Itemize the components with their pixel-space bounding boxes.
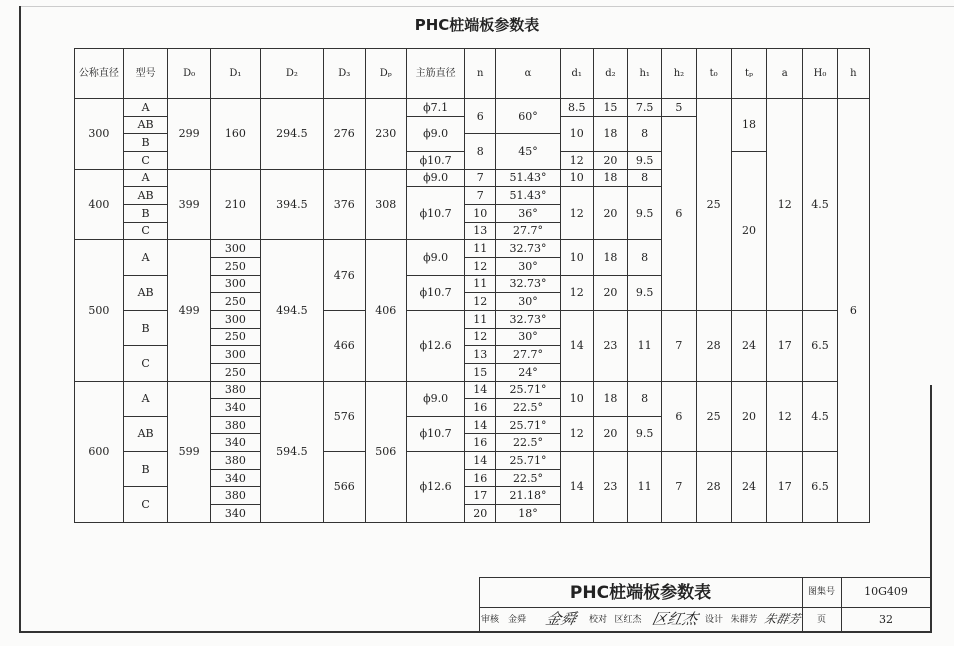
table-cell: 14 xyxy=(560,452,593,523)
table-cell: 12 xyxy=(560,187,593,240)
table-cell: 17 xyxy=(465,487,496,505)
table-cell: 12 xyxy=(560,275,593,310)
table-cell: 506 xyxy=(365,381,407,522)
table-cell: 294.5 xyxy=(260,99,323,170)
table-cell: 8 xyxy=(628,116,662,151)
tb-top-line xyxy=(479,577,931,578)
table-cell: ϕ10.7 xyxy=(407,416,465,451)
table-cell: 376 xyxy=(324,169,366,240)
table-cell: 14 xyxy=(465,381,496,399)
table-cell: 12 xyxy=(465,257,496,275)
table-cell: 300 xyxy=(75,99,124,170)
table-cell: 6.5 xyxy=(803,452,837,523)
table-cell: 30° xyxy=(496,257,560,275)
table-cell: 600 xyxy=(75,381,124,522)
table-cell: 394.5 xyxy=(260,169,323,240)
table-cell: 12 xyxy=(560,151,593,169)
table-cell: 28 xyxy=(696,452,731,523)
table-cell: 210 xyxy=(210,169,260,240)
table-cell: 340 xyxy=(210,434,260,452)
table-cell: 8 xyxy=(628,240,662,275)
table-cell: 32.73° xyxy=(496,275,560,293)
checker-name: 区红杰 xyxy=(614,615,642,625)
table-cell: AB xyxy=(123,187,168,205)
table-cell: 25.71° xyxy=(496,416,560,434)
table-cell: 7 xyxy=(662,310,696,381)
table-cell: 10 xyxy=(560,116,593,151)
table-cell: 25 xyxy=(696,381,731,452)
table-cell: 22.5° xyxy=(496,434,560,452)
header-cell: tₚ xyxy=(731,49,766,99)
table-cell: 18 xyxy=(593,381,627,416)
table-cell: 12 xyxy=(465,328,496,346)
table-cell: 27.7° xyxy=(496,346,560,364)
table-cell: 299 xyxy=(168,99,211,170)
table-cell: 250 xyxy=(210,363,260,381)
table-cell: 380 xyxy=(210,416,260,434)
table-cell: 24 xyxy=(731,452,766,523)
table-cell: 8 xyxy=(628,169,662,187)
table-cell: 9.5 xyxy=(628,416,662,451)
header-cell: d₁ xyxy=(560,49,593,99)
table-cell: 36° xyxy=(496,204,560,222)
table-cell: 21.18° xyxy=(496,487,560,505)
table-cell: 16 xyxy=(465,434,496,452)
table-cell: 308 xyxy=(365,169,407,240)
table-cell: 230 xyxy=(365,99,407,170)
table-cell: 6 xyxy=(662,116,696,310)
table-cell: 27.7° xyxy=(496,222,560,240)
table-cell: 18° xyxy=(496,505,560,523)
table-cell: 18 xyxy=(731,99,766,152)
title-block-name: PHC桩端板参数表 xyxy=(569,583,712,603)
header-cell: 型号 xyxy=(123,49,168,99)
header-cell: t₀ xyxy=(696,49,731,99)
table-cell: 6 xyxy=(465,99,496,134)
table-cell: 14 xyxy=(465,452,496,470)
table-cell: 300 xyxy=(210,346,260,364)
header-cell: 公称直径 xyxy=(75,49,124,99)
table-cell: 300 xyxy=(210,275,260,293)
table-cell: B xyxy=(123,134,168,152)
table-cell: 20 xyxy=(593,416,627,451)
table-cell: 12 xyxy=(465,293,496,311)
table-cell: 250 xyxy=(210,328,260,346)
header-cell: α xyxy=(496,49,560,99)
frame-top xyxy=(20,6,954,7)
header-cell: d₂ xyxy=(593,49,627,99)
table-cell: 566 xyxy=(324,452,366,523)
table-cell: 6 xyxy=(662,381,696,452)
table-cell: 576 xyxy=(324,381,366,452)
table-cell: C xyxy=(123,487,168,522)
table-cell: 380 xyxy=(210,487,260,505)
table-cell: 25 xyxy=(696,99,731,311)
table-cell: 23 xyxy=(593,310,627,381)
table-cell: ϕ12.6 xyxy=(407,452,465,523)
table-cell: 23 xyxy=(593,452,627,523)
table-cell: 340 xyxy=(210,469,260,487)
header-cell: a xyxy=(767,49,803,99)
table-cell: 28 xyxy=(696,310,731,381)
table-cell: 160 xyxy=(210,99,260,170)
table-cell: 12 xyxy=(767,99,803,311)
table-cell: 16 xyxy=(465,399,496,417)
page-title: PHC桩端板参数表 xyxy=(414,16,540,34)
table-cell: 250 xyxy=(210,257,260,275)
table-cell: 9.5 xyxy=(628,187,662,240)
table-cell: 499 xyxy=(168,240,211,381)
table-cell: 20 xyxy=(731,151,766,310)
table-cell: 599 xyxy=(168,381,211,522)
table-cell: B xyxy=(123,204,168,222)
table-cell: ϕ10.7 xyxy=(407,151,465,169)
table-cell: 20 xyxy=(465,505,496,523)
table-cell: 16 xyxy=(465,469,496,487)
table-cell: 22.5° xyxy=(496,399,560,417)
table-cell: 17 xyxy=(767,310,803,381)
table-cell: 300 xyxy=(210,310,260,328)
table-cell: AB xyxy=(123,116,168,134)
table-cell: 4.5 xyxy=(803,381,837,452)
table-cell: C xyxy=(123,346,168,381)
parameter-table xyxy=(74,48,870,523)
frame-left xyxy=(19,6,21,632)
table-cell: 476 xyxy=(324,240,366,311)
table-cell: 12 xyxy=(560,416,593,451)
header-cell: h xyxy=(837,49,869,99)
table-cell: ϕ7.1 xyxy=(407,99,465,117)
table-cell: 494.5 xyxy=(260,240,323,381)
table-cell: 4.5 xyxy=(803,99,837,311)
table-cell: 250 xyxy=(210,293,260,311)
check-label: 校对 xyxy=(588,615,607,625)
header-cell: h₂ xyxy=(662,49,696,99)
header-cell: D₀ xyxy=(168,49,211,99)
table-cell: 51.43° xyxy=(496,169,560,187)
reviewer-signature: 金舜 xyxy=(544,610,578,628)
header-cell: D₃ xyxy=(324,49,366,99)
table-cell: 12 xyxy=(767,381,803,452)
header-cell: D₂ xyxy=(260,49,323,99)
table-cell: 25.71° xyxy=(496,381,560,399)
table-cell: 25.71° xyxy=(496,452,560,470)
review-label: 审核 xyxy=(480,615,499,625)
table-cell: 6.5 xyxy=(803,310,837,381)
table-cell: 13 xyxy=(465,346,496,364)
table-cell: 20 xyxy=(731,381,766,452)
table-cell: 8 xyxy=(628,381,662,416)
table-cell: 20 xyxy=(593,151,627,169)
table-cell: 18 xyxy=(593,116,627,151)
design-label: 设计 xyxy=(704,615,723,625)
table-cell: ϕ10.7 xyxy=(407,275,465,310)
table-cell: 9.5 xyxy=(628,275,662,310)
table-cell: 340 xyxy=(210,505,260,523)
table-cell: 18 xyxy=(593,169,627,187)
designer-name: 朱群芳 xyxy=(730,615,758,625)
table-row xyxy=(75,381,870,399)
header-cell: h₁ xyxy=(628,49,662,99)
table-cell: 500 xyxy=(75,240,124,381)
table-cell: 11 xyxy=(465,240,496,258)
table-cell: 60° xyxy=(496,99,560,134)
atlas-number: 10G409 xyxy=(864,585,908,598)
table-cell: ϕ9.0 xyxy=(407,116,465,151)
table-cell: 5 xyxy=(662,99,696,117)
table-cell: AB xyxy=(123,275,168,310)
table-cell: 7 xyxy=(465,169,496,187)
table-cell: 11 xyxy=(465,310,496,328)
table-cell: 20 xyxy=(593,275,627,310)
table-row xyxy=(75,99,870,117)
table-cell: 380 xyxy=(210,452,260,470)
table-cell: B xyxy=(123,310,168,345)
table-cell: 8 xyxy=(465,134,496,169)
table-cell: A xyxy=(123,169,168,187)
table-cell: 594.5 xyxy=(260,381,323,522)
table-cell: 6 xyxy=(837,99,869,523)
table-cell: 7.5 xyxy=(628,99,662,117)
table-cell: 18 xyxy=(593,240,627,275)
table-cell: C xyxy=(123,151,168,169)
table-cell: 380 xyxy=(210,381,260,399)
tb-mid-line xyxy=(479,607,931,608)
table-cell: 400 xyxy=(75,169,124,240)
header-cell: D₁ xyxy=(210,49,260,99)
table-cell: B xyxy=(123,452,168,487)
table-cell: 14 xyxy=(560,310,593,381)
table-cell: 10 xyxy=(560,381,593,416)
table-cell: 20 xyxy=(593,187,627,240)
table-cell: 11 xyxy=(628,310,662,381)
table-cell: A xyxy=(123,99,168,117)
table-cell: AB xyxy=(123,416,168,451)
table-cell: C xyxy=(123,222,168,240)
table-cell: 9.5 xyxy=(628,151,662,169)
atlas-label: 图集号 xyxy=(807,587,835,597)
table-cell: 30° xyxy=(496,328,560,346)
table-cell: 466 xyxy=(324,310,366,381)
table-cell: 17 xyxy=(767,452,803,523)
table-cell: 32.73° xyxy=(496,310,560,328)
table-cell: 340 xyxy=(210,399,260,417)
table-cell: 300 xyxy=(210,240,260,258)
table-cell: 11 xyxy=(465,275,496,293)
table-cell: ϕ9.0 xyxy=(407,240,465,275)
table-cell: 10 xyxy=(560,240,593,275)
checker-signature: 区红杰 xyxy=(650,610,700,628)
page-label: 页 xyxy=(816,615,826,625)
title-block xyxy=(479,577,931,632)
table-cell: 22.5° xyxy=(496,469,560,487)
reviewer-name: 金舜 xyxy=(507,615,526,625)
table-cell: A xyxy=(123,240,168,275)
table-cell: 7 xyxy=(662,452,696,523)
designer-signature: 朱群芳 xyxy=(762,612,802,626)
table-cell: 30° xyxy=(496,293,560,311)
table-cell: 406 xyxy=(365,240,407,381)
table-cell: 14 xyxy=(465,416,496,434)
table-cell: ϕ9.0 xyxy=(407,381,465,416)
table-cell: 45° xyxy=(496,134,560,169)
table-cell: 8.5 xyxy=(560,99,593,117)
header-cell: 主筋直径 xyxy=(407,49,465,99)
header-row xyxy=(75,49,870,99)
table-cell: 13 xyxy=(465,222,496,240)
table-cell: A xyxy=(123,381,168,416)
table-cell: 7 xyxy=(465,187,496,205)
table-cell: 399 xyxy=(168,169,211,240)
table-cell: ϕ9.0 xyxy=(407,169,465,187)
table-cell: 32.73° xyxy=(496,240,560,258)
table-cell: ϕ10.7 xyxy=(407,187,465,240)
header-cell: n xyxy=(465,49,496,99)
table-cell: 10 xyxy=(465,204,496,222)
header-cell: Dₚ xyxy=(365,49,407,99)
table-cell: 24 xyxy=(731,310,766,381)
table-cell: 15 xyxy=(465,363,496,381)
page-number: 32 xyxy=(879,613,893,626)
table-cell: 276 xyxy=(324,99,366,170)
table-cell: 10 xyxy=(560,169,593,187)
table-cell: 51.43° xyxy=(496,187,560,205)
table-cell: 11 xyxy=(628,452,662,523)
header-cell: H₀ xyxy=(803,49,837,99)
table-cell: ϕ12.6 xyxy=(407,310,465,381)
table-cell: 24° xyxy=(496,363,560,381)
table-cell: 15 xyxy=(593,99,627,117)
